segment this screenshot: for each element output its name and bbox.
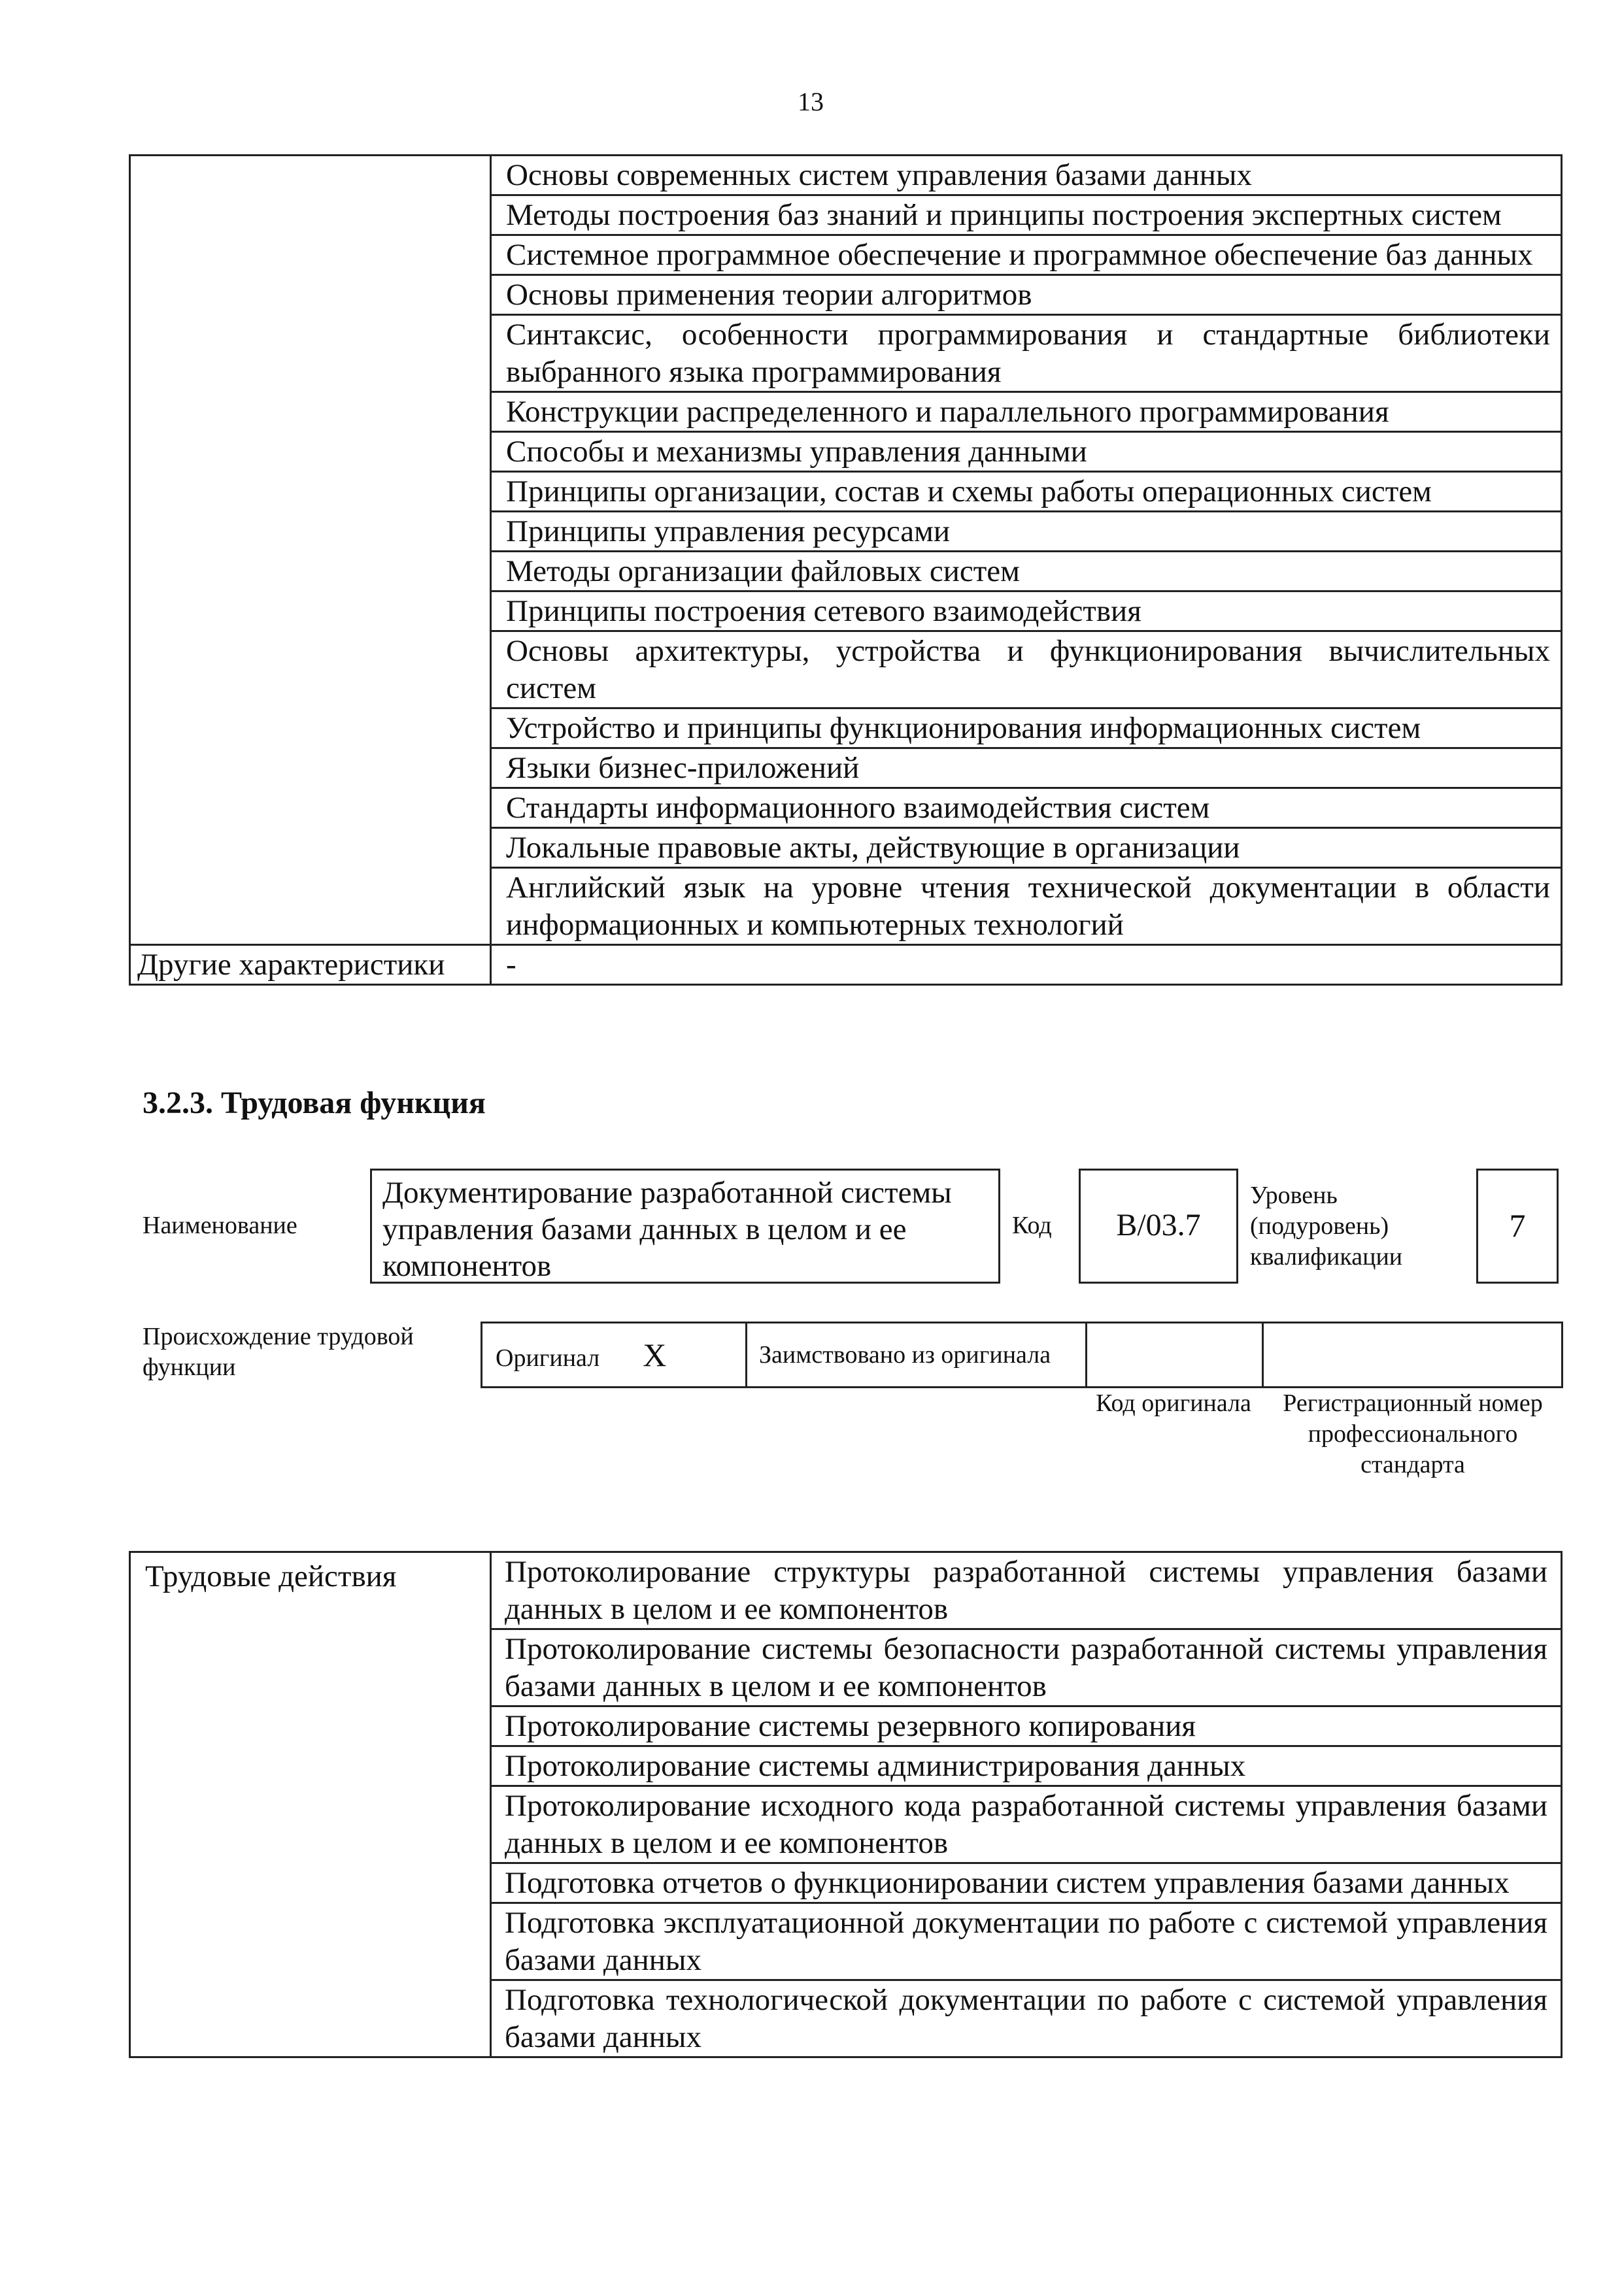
list-item: Протоколирование системы безопасности разработанной системы управления базами данных в целом и ее компонентов — [491, 1629, 1562, 1706]
list-item: Конструкции распределенного и параллельного программирования — [491, 392, 1562, 432]
function-name-value: Документирование разработанной системы управления базами данных в целом и ее компонентов — [382, 1176, 952, 1283]
table-row — [130, 945, 1562, 985]
list-item: Подготовка отчетов о функционировании систем управления базами данных — [491, 1863, 1562, 1903]
list-item: Протоколирование системы резервного копирования — [491, 1706, 1562, 1746]
table-row — [130, 1552, 1562, 1629]
list-item: Способы и механизмы управления данными — [491, 432, 1562, 472]
list-item: Стандарты информационного взаимодействия систем — [491, 788, 1562, 828]
qualification-level-box — [1476, 1169, 1559, 1284]
function-code-value: В/03.7 — [1116, 1208, 1201, 1242]
reg-number-cell — [1263, 1323, 1563, 1388]
table-row — [482, 1323, 1563, 1388]
name-label: Наименование — [143, 1212, 297, 1239]
original-mark: X — [643, 1337, 667, 1373]
list-item: Подготовка технологической документации по работе с системой управления базами данных — [491, 1980, 1562, 2057]
borrowed-label: Заимствовано из оригинала — [747, 1323, 1087, 1388]
list-item: Локальные правовые акты, действующие в организации — [491, 828, 1562, 868]
list-item: Протоколирование исходного кода разработанной системы управления базами данных в целом и ее компонентов — [491, 1786, 1562, 1863]
code-original-caption: Код оригинала — [1096, 1389, 1251, 1417]
list-item: Принципы построения сетевого взаимодействия — [491, 591, 1562, 631]
labour-actions-header: Трудовые действия — [130, 1552, 491, 2057]
labour-actions-table — [129, 1551, 1563, 2058]
list-item: Системное программное обеспечение и программное обеспечение баз данных — [491, 235, 1562, 275]
list-item: Протоколирование структуры разработанной системы управления базами данных в целом и ее компонентов — [491, 1552, 1562, 1629]
list-item: Методы организации файловых систем — [491, 552, 1562, 591]
function-code-box — [1079, 1169, 1238, 1284]
other-characteristics-label: Другие характеристики — [130, 945, 491, 985]
table-row — [130, 156, 1562, 195]
qualification-level-label: Уровень (подуровень) квалификации — [1250, 1182, 1403, 1271]
list-item: Английский язык на уровне чтения технической документации в области информационных и компьютерных технологий — [491, 868, 1562, 945]
list-item: Основы применения теории алгоритмов — [491, 275, 1562, 315]
list-item: Основы современных систем управления базами данных — [491, 156, 1562, 195]
list-item: Принципы управления ресурсами — [491, 512, 1562, 552]
original-cell — [482, 1323, 747, 1388]
list-item: Принципы организации, состав и схемы работы операционных систем — [491, 472, 1562, 512]
list-item: Протоколирование системы администрирования данных — [491, 1746, 1562, 1786]
list-item: Языки бизнес-приложений — [491, 748, 1562, 788]
knowledge-table — [129, 154, 1563, 986]
list-item: Устройство и принципы функционирования информационных систем — [491, 708, 1562, 748]
function-name-box — [370, 1169, 1000, 1284]
knowledge-header-cell — [130, 156, 491, 945]
list-item: Синтаксис, особенности программирования и стандартные библиотеки выбранного языка программирования — [491, 315, 1562, 392]
original-label: Оригинал — [496, 1344, 600, 1372]
other-characteristics-value: - — [491, 945, 1562, 985]
list-item: Основы архитектуры, устройства и функционирования вычислительных систем — [491, 631, 1562, 708]
list-item: Методы построения баз знаний и принципы построения экспертных систем — [491, 195, 1562, 235]
origin-table — [481, 1322, 1563, 1388]
qualification-level-value: 7 — [1509, 1207, 1526, 1244]
code-label: Код — [1012, 1212, 1052, 1239]
origin-label: Происхождение трудовой функции — [143, 1323, 414, 1381]
page-number: 13 — [798, 87, 824, 116]
list-item: Подготовка эксплуатационной документации по работе с системой управления базами данных — [491, 1903, 1562, 1980]
code-original-cell — [1087, 1323, 1263, 1388]
reg-number-caption: Регистрационный номер профессионального стандарта — [1283, 1389, 1543, 1478]
section-title: 3.2.3. Трудовая функция — [143, 1086, 486, 1120]
